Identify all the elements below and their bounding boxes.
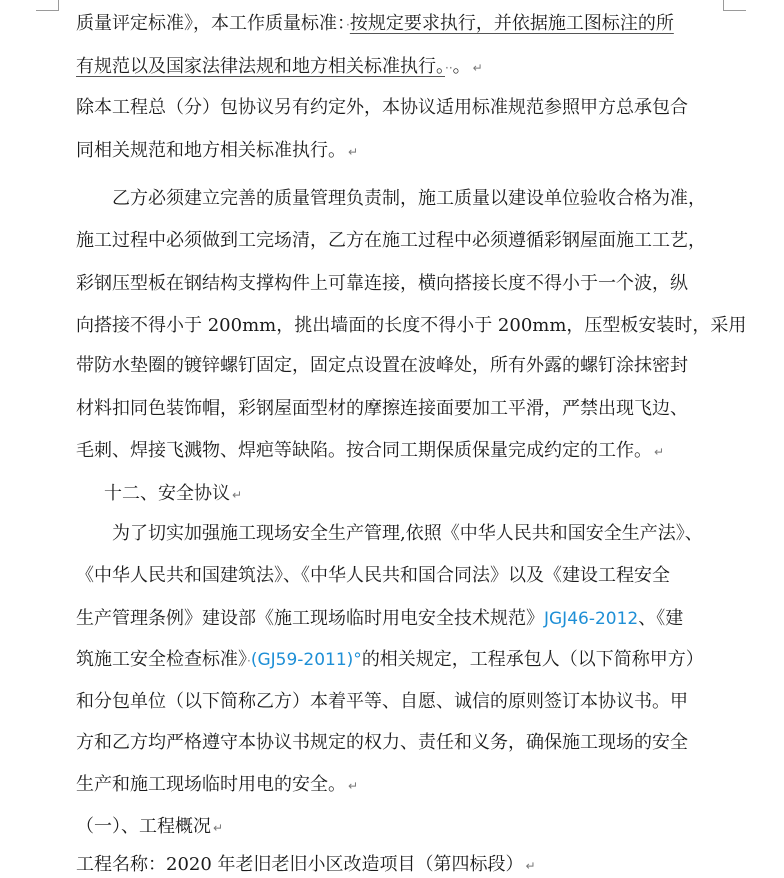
paragraph-mark-icon: ↵	[654, 445, 665, 459]
text-line	[112, 187, 706, 211]
text-line	[76, 439, 664, 463]
line-text: 方和乙方均严格遵守本协议书规定的权力、责任和义务，确保施工现场的安全	[76, 732, 688, 753]
line-text: 《中华人民共和国建筑法》、《中华人民共和国合同法》以及《建设工程安全	[76, 565, 670, 586]
heading-text: 十二、安全协议	[104, 483, 230, 504]
paragraph-mark-icon: ↵	[213, 821, 224, 835]
underlined-text: 有规范以及国家法律法规和地方相关标准执行。	[76, 56, 445, 77]
heading-text: （一）、工程概况	[76, 816, 211, 837]
text-line	[76, 12, 674, 36]
section-heading	[104, 482, 242, 506]
line-text: 除本工程总（分）包协议另有约定外，本协议适用标准规范参照甲方总承包合	[76, 97, 688, 118]
text-line	[76, 853, 536, 877]
text-line	[76, 731, 688, 755]
page-corner-mark-right	[723, 0, 746, 11]
line-text: 同相关规范和地方相关标准执行。	[76, 140, 346, 161]
paragraph-mark-icon: ↵	[472, 61, 483, 75]
text-line	[76, 607, 683, 631]
standard-code: (GJ59-2011)°	[250, 650, 362, 670]
text-line	[76, 397, 688, 421]
line-text: 材料扣同色装饰帽，彩钢屋面型材的摩擦连接面要加工平滑，严禁出现飞边、	[76, 398, 688, 419]
page-corner-mark-left	[36, 0, 59, 11]
line-text: 的相关规定，工程承包人（以下简称甲方）	[361, 649, 704, 670]
text-line	[76, 229, 706, 253]
text-line	[76, 648, 704, 672]
line-text: 、《建	[638, 608, 684, 629]
formatting-dot: ·	[247, 654, 251, 668]
formatting-dots: ··	[445, 61, 453, 75]
text-line	[76, 55, 483, 79]
line-text: 带防水垫圈的镀锌螺钉固定，固定点设置在波峰处，所有外露的螺钉涂抹密封	[76, 355, 688, 376]
subsection-heading	[76, 815, 223, 839]
text-line	[76, 773, 358, 797]
text-line	[76, 272, 688, 296]
line-text: 和分包单位（以下简称乙方）本着平等、自愿、诚信的原则签订本协议书。甲	[76, 691, 688, 712]
line-text: 生产和施工现场临时用电的安全。	[76, 774, 346, 795]
standard-code: JGJ46-2012	[544, 609, 639, 629]
paragraph-mark-icon: ↵	[348, 779, 359, 793]
line-text: 。	[452, 56, 471, 77]
text-line	[76, 139, 358, 163]
text-line	[112, 522, 703, 546]
line-text: 生产管理条例》建设部《施工现场临时用电安全技术规范》	[76, 608, 544, 629]
underlined-text: 按规定要求执行，并依据施工图标注的所	[349, 13, 674, 34]
line-text: 乙方必须建立完善的质量管理负责制，施工质量以建设单位验收合格为准，	[112, 188, 706, 209]
text-line	[76, 314, 746, 338]
text-line	[76, 690, 688, 714]
text-line	[76, 96, 688, 120]
line-text: 向搭接不得小于 200mm，挑出墙面的长度不得小于 200mm，压型板安装时，采用	[76, 315, 747, 336]
line-text: 施工过程中必须做到工完场清，乙方在施工过程中必须遵循彩钢屋面施工工艺，	[76, 230, 706, 251]
project-name: 工程名称：2020 年老旧老旧小区改造项目（第四标段）	[76, 854, 524, 875]
line-text: 质量评定标准》，本工作质量标准：	[76, 13, 346, 34]
text-line	[76, 354, 688, 378]
paragraph-mark-icon: ↵	[232, 488, 243, 502]
line-text: 毛刺、焊接飞溅物、焊疤等缺陷。按合同工期保质保量完成约定的工作。	[76, 440, 652, 461]
line-text: 彩钢压型板在钢结构支撑构件上可靠连接，横向搭接长度不得小于一个波，纵	[76, 273, 688, 294]
formatting-dot: ·	[346, 18, 350, 32]
text-line	[76, 564, 670, 588]
paragraph-mark-icon: ↵	[525, 859, 536, 873]
line-text: 筑施工安全检查标准》	[76, 649, 247, 670]
line-text: 为了切实加强施工现场安全生产管理,依照《中华人民共和国安全生产法》、	[112, 523, 703, 544]
paragraph-mark-icon: ↵	[348, 145, 359, 159]
